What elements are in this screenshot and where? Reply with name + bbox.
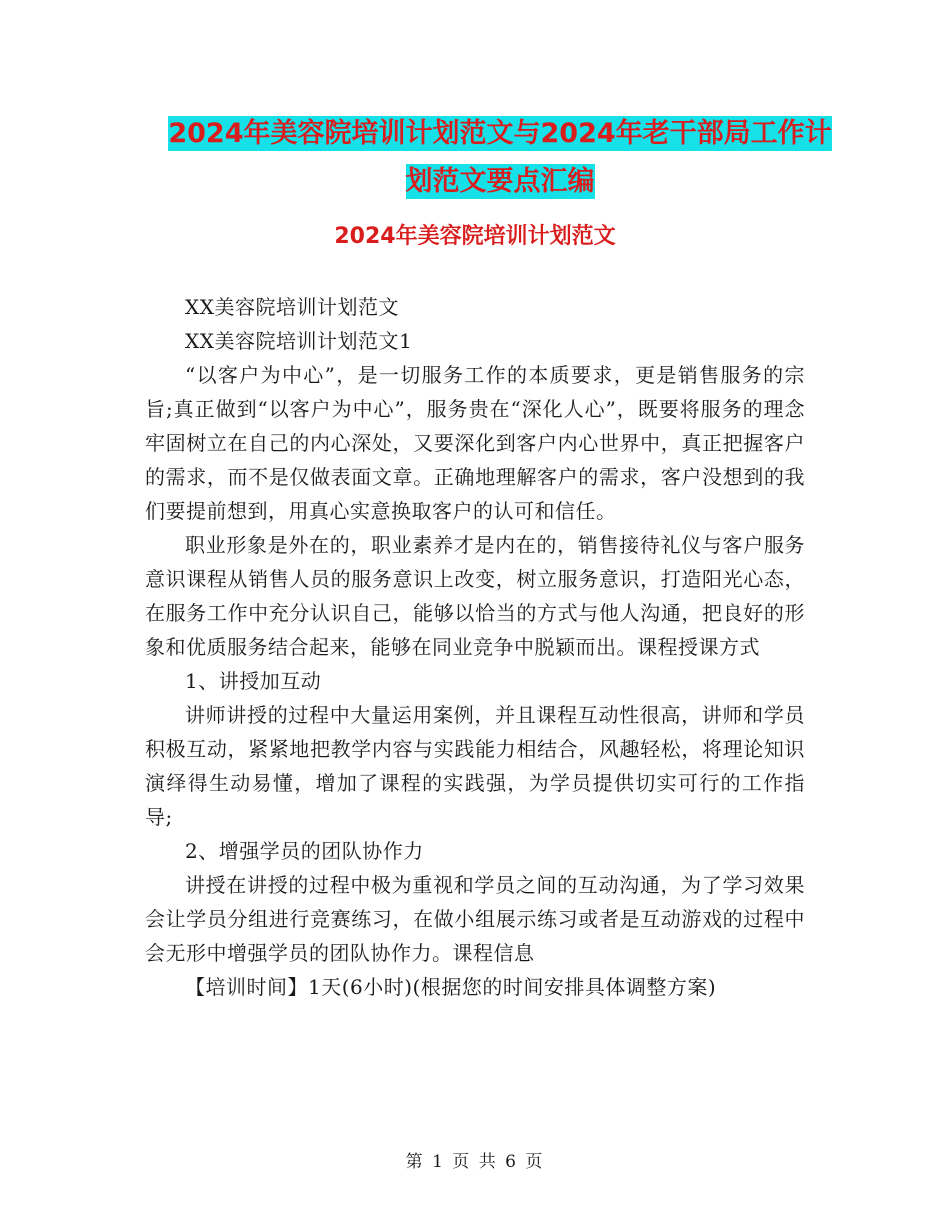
section-title: 2024年美容院培训计划范文: [334, 224, 616, 249]
title-line-2: 划范文要点汇编: [405, 166, 595, 197]
paragraph: “以客户为中心”，是一切服务工作的本质要求，更是销售服务的宗旨;真正做到“以客户为中心”，服务贵在“深化人心”，既要将服务的理念牢固树立在自己的内心深处，又要深化到客户内心世界中，真正把握客户的需求，而不是仅做表面文章。正确地理解客户的需求，客户没想到的我们要提前想到，用真心实意换取客户的认可和信任。: [145, 363, 805, 523]
paragraph: 2、增强学员的团队协作力: [185, 839, 424, 863]
paragraph: XX美容院培训计划范文: [185, 295, 399, 319]
paragraph: 【培训时间】1天(6小时)(根据您的时间安排具体调整方案): [185, 975, 717, 999]
paragraph: 职业形象是外在的，职业素养才是内在的，销售接待礼仪与客户服务意识课程从销售人员的服务意识上改变，树立服务意识，打造阳光心态，在服务工作中充分认识自己，能够以恰当的方式与他人沟通，把良好的形象和优质服务结合起来，能够在同业竞争中脱颖而出。课程授课方式: [145, 533, 805, 659]
paragraph: 讲授在讲授的过程中极为重视和学员之间的互动沟通，为了学习效果会让学员分组进行竞赛练习，在做小组展示练习或者是互动游戏的过程中会无形中增强学员的团队协作力。课程信息: [145, 873, 805, 965]
paragraph: XX美容院培训计划范文1: [185, 329, 413, 353]
title-line-1: 2024年美容院培训计划范文与2024年老干部局工作计: [168, 118, 832, 149]
paragraph: 1、讲授加互动: [185, 669, 322, 693]
document-body: [145, 290, 805, 1004]
page-number-footer: 第 1 页 共 6 页: [405, 1152, 545, 1172]
paragraph: 讲师讲授的过程中大量运用案例，并且课程互动性很高，讲师和学员积极互动，紧紧地把教学内容与实践能力相结合，风趣轻松，将理论知识演绎得生动易懂，增加了课程的实践强，为学员提供切实可行的工作指导;: [145, 703, 805, 829]
document-title: [140, 110, 860, 206]
